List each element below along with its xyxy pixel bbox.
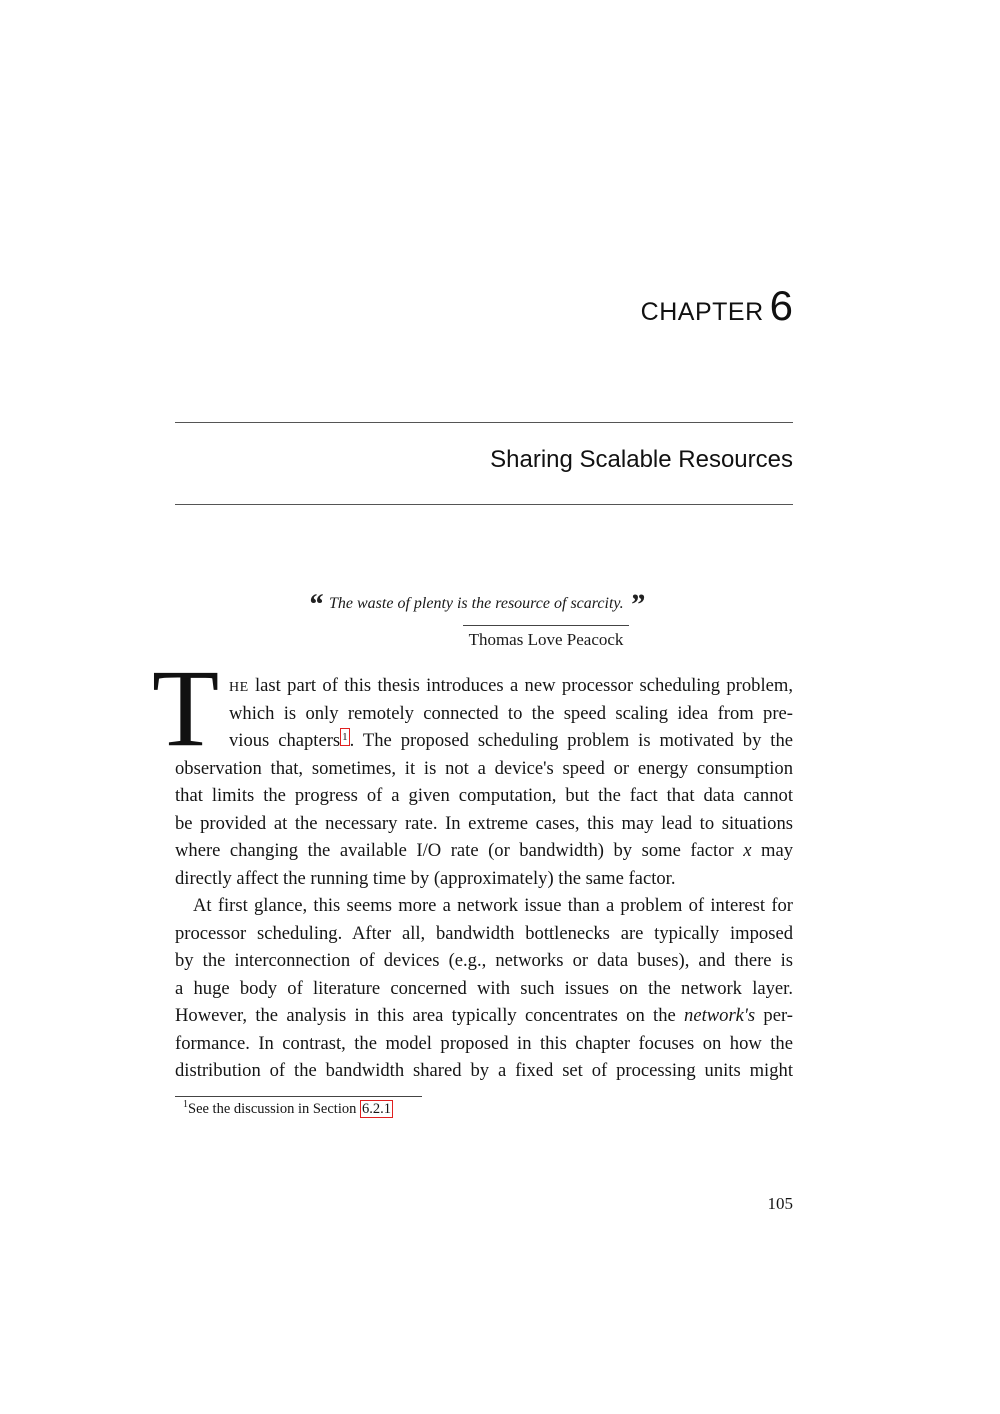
- variable-x: x: [743, 840, 752, 861]
- page-number: 105: [767, 1194, 793, 1213]
- close-quote-mark: ”: [629, 588, 645, 621]
- body-text: [175, 672, 793, 1085]
- paragraph-1-line: observation that, sometimes, it is not a device's speed or energy consumption: [175, 757, 793, 779]
- footnote-marker: 1: [183, 1099, 188, 1110]
- paragraph-1-line: that limits the progress of a given computation, but the fact that data cannot: [175, 785, 793, 806]
- epigraph-quote-line: [308, 588, 668, 622]
- chapter-title: Sharing Scalable Resources: [490, 446, 793, 473]
- paragraph-1-line: be provided at the necessary rate. In extreme cases, this may lead to situations: [175, 812, 793, 834]
- paragraph-1-line: which is only remotely connected to the speed scaling idea from pre-: [229, 702, 793, 724]
- title-rule-bottom: [175, 504, 793, 505]
- epigraph-attribution: Thomas Love Peacock: [468, 630, 624, 649]
- paragraph-2-line: distribution of the bandwidth shared by a fixed set of processing units might: [175, 1060, 793, 1081]
- paragraph-2-line: However, the analysis in this area typically concentrates on the network's per-: [175, 1005, 793, 1026]
- footnote-text: See the discussion in Section: [188, 1100, 360, 1117]
- paragraph-1-line: where changing the available I/O rate (or bandwidth) by some factor x may: [175, 840, 793, 861]
- emphasis-networks: network's: [684, 1005, 756, 1026]
- footnote-rule: [175, 1096, 422, 1097]
- epigraph-quote: The waste of plenty is the resource of scarcity.: [329, 595, 624, 612]
- section-reference-link[interactable]: 6.2.1: [361, 1100, 391, 1117]
- footnote: [183, 1099, 393, 1118]
- paragraph-1-line: vious chapters 1 . The proposed scheduling problem is motivated by the: [229, 730, 794, 751]
- paragraph-2-line: a huge body of literature concerned with such issues on the network layer.: [175, 977, 793, 999]
- drop-cap: T: [152, 647, 220, 769]
- smallcaps-lead: HE: [229, 680, 249, 695]
- attribution-rule: [463, 625, 629, 626]
- open-quote-mark: “: [308, 588, 323, 621]
- paragraph-2-line: processor scheduling. After all, bandwidth bottlenecks are typically imposed: [175, 922, 793, 944]
- paragraph-1-line: directly affect the running time by (approximately) the same factor.: [175, 867, 676, 889]
- chapter-heading: [641, 282, 793, 330]
- title-rule-top: [175, 422, 793, 423]
- epigraph: [308, 588, 668, 649]
- chapter-number: 6: [769, 282, 793, 329]
- footnote-reference-link[interactable]: 1: [340, 728, 350, 746]
- paragraph-1-line: HE last part of this thesis introduces a new processor scheduling problem,: [229, 675, 793, 696]
- paragraph-2-line: formance. In contrast, the model proposed in this chapter focuses on how the: [175, 1032, 793, 1054]
- chapter-label: CHAPTER: [640, 298, 764, 326]
- paragraph-2-line: At first glance, this seems more a network issue than a problem of interest for: [193, 895, 793, 916]
- paragraph-2-line: by the interconnection of devices (e.g., networks or data buses), and there is: [175, 950, 793, 971]
